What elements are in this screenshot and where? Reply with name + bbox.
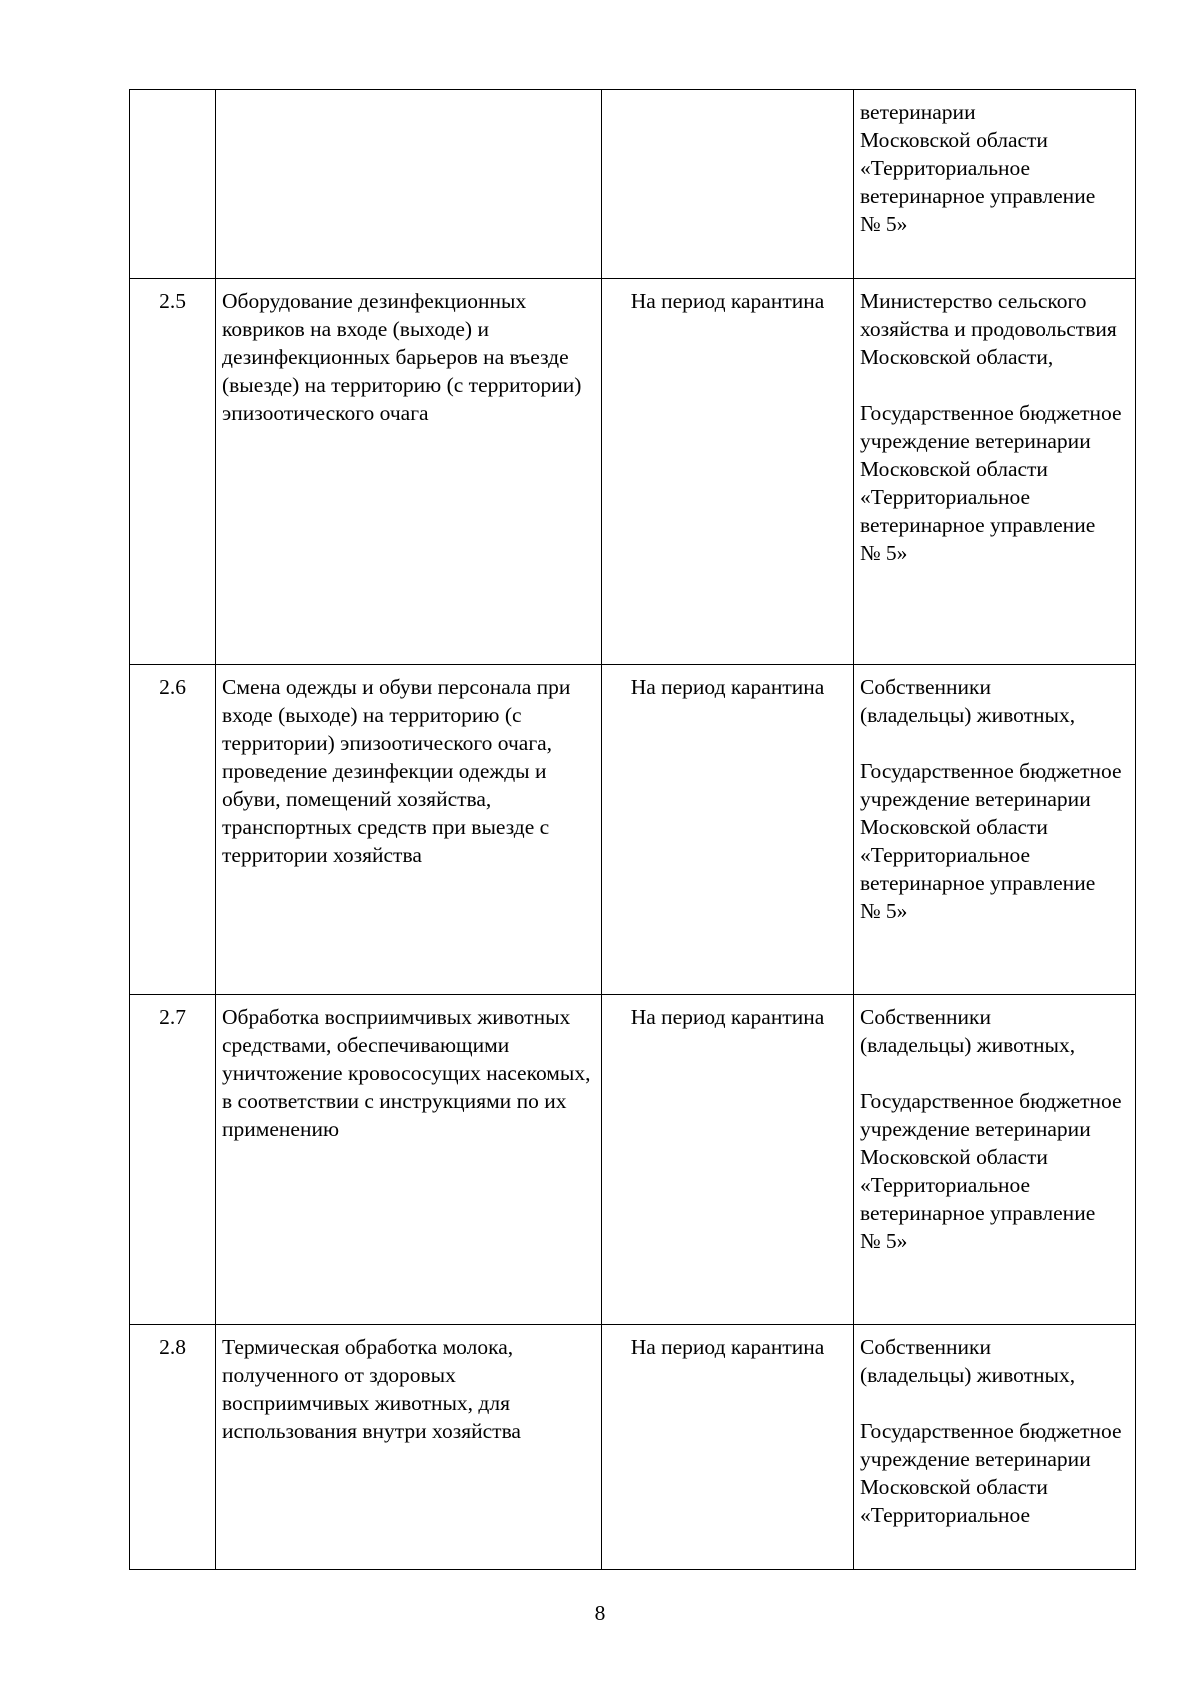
responsible-text: Собственники (владельцы) животных, Государственное бюджетное учреждение ветеринарии Московской области «Территориальное ветеринарное управление № 5» [854, 665, 1136, 995]
responsible-text: ветеринарии Московской области «Территориальное ветеринарное управление № 5» [854, 90, 1136, 279]
row-number: 2.8 [130, 1325, 216, 1570]
row-number: 2.5 [130, 279, 216, 665]
table-row [130, 279, 1136, 665]
row-number: 2.6 [130, 665, 216, 995]
term-text [602, 90, 854, 279]
table-row [130, 90, 1136, 279]
row-number: 2.7 [130, 995, 216, 1325]
measure-text: Обработка восприимчивых животных средствами, обеспечивающими уничтожение кровососущих насекомых, в соответствии с инструкциями по их применению [216, 995, 602, 1325]
table-row [130, 1325, 1136, 1570]
term-text: На период карантина [602, 995, 854, 1325]
page-number: 8 [594, 1601, 606, 1625]
measures-table [129, 89, 1136, 1570]
table-row [130, 995, 1136, 1325]
term-text: На период карантина [602, 1325, 854, 1570]
responsible-text: Министерство сельского хозяйства и продовольствия Московской области, Государственное бюджетное учреждение ветеринарии Московской области «Территориальное ветеринарное управление № 5» [854, 279, 1136, 665]
row-number [130, 90, 216, 279]
responsible-text: Собственники (владельцы) животных, Государственное бюджетное учреждение ветеринарии Московской области «Территориальное [854, 1325, 1136, 1570]
table-row [130, 665, 1136, 995]
measure-text: Оборудование дезинфекционных ковриков на входе (выходе) и дезинфекционных барьеров на въезде (выезде) на территорию (с территории) эпизоотического очага [216, 279, 602, 665]
term-text: На период карантина [602, 279, 854, 665]
responsible-text: Собственники (владельцы) животных, Государственное бюджетное учреждение ветеринарии Московской области «Территориальное ветеринарное управление № 5» [854, 995, 1136, 1325]
measure-text: Термическая обработка молока, полученного от здоровых восприимчивых животных, для использования внутри хозяйства [216, 1325, 602, 1570]
measure-text [216, 90, 602, 279]
measure-text: Смена одежды и обуви персонала при входе (выходе) на территорию (с территории) эпизоотического очага, проведение дезинфекции одежды и обуви, помещений хозяйства, транспортных средств при выезде с территории хозяйства [216, 665, 602, 995]
term-text: На период карантина [602, 665, 854, 995]
